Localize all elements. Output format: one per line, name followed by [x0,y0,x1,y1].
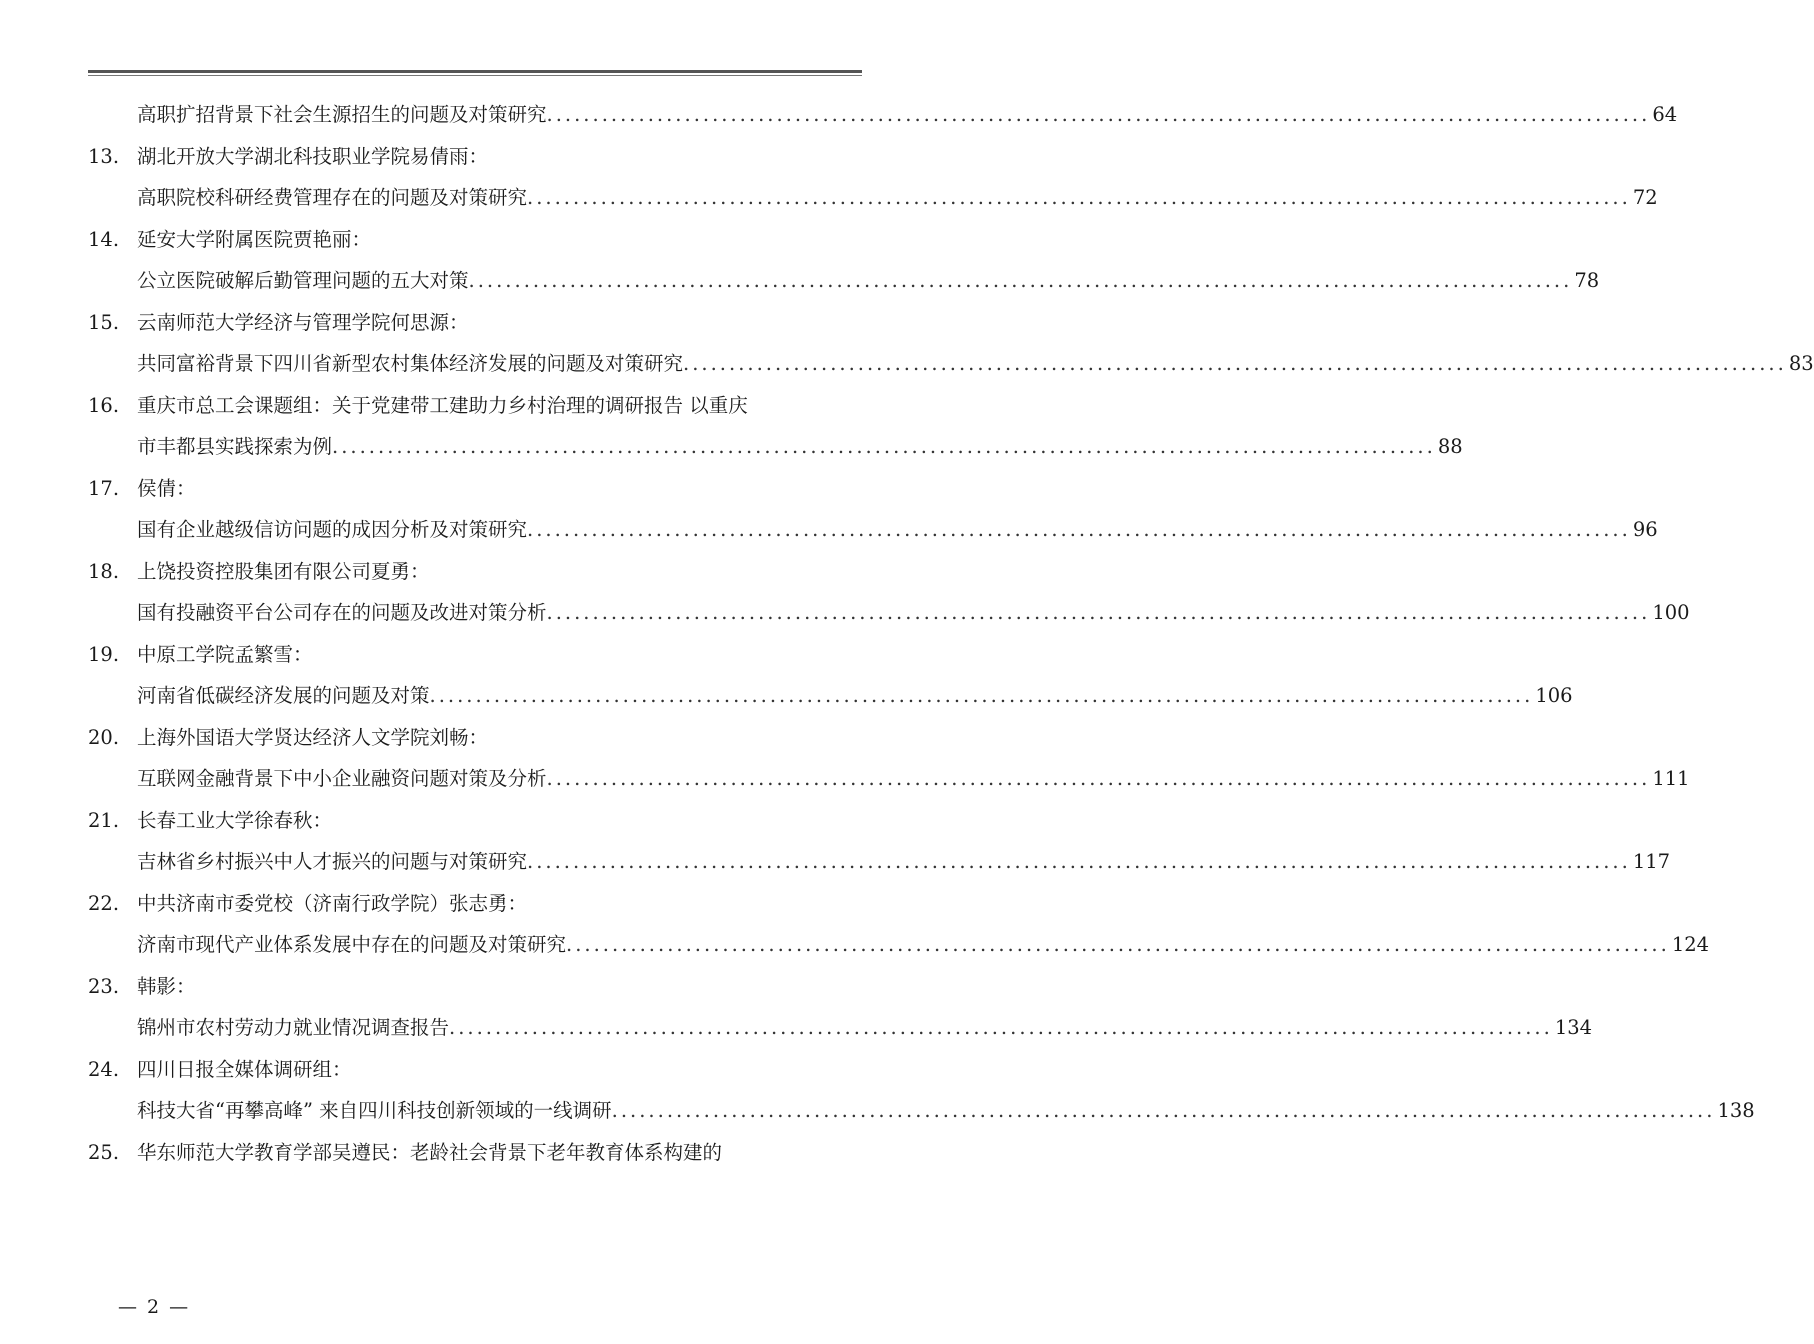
toc-author: 韩影： [137,974,196,998]
toc-author-line [88,551,860,593]
toc-entry [88,1090,1755,1132]
toc-entry [88,1007,1593,1049]
toc-page-number: 111 [1652,767,1690,790]
toc-page-number: 124 [1671,933,1710,956]
toc-entry-link[interactable] [137,177,1658,219]
dot-leader: ........................................................................................................................ [449,1016,1553,1039]
toc-author-line [88,634,860,676]
toc-entry-title: 高职院校科研经费管理存在的问题及对策研究 [137,186,528,209]
dot-leader: ........................................................................................................................ [468,269,1573,292]
header-rule-thin [88,75,862,76]
toc-entry-title: 共同富裕背景下四川省新型农村集体经济发展的问题及对策研究 [137,352,684,375]
toc-author: 侯倩： [137,476,196,500]
toc-entry [88,177,1658,219]
toc-item-number: 23. [88,974,120,998]
toc-entry-title: 国有投融资平台公司存在的问题及改进对策分析 [137,601,547,624]
toc-entry [88,592,1690,634]
toc-entry [88,426,1463,468]
toc-page-number: 134 [1554,1016,1593,1039]
toc-page-number: 138 [1717,1099,1755,1122]
toc-entry-title: 河南省低碳经济发展的问题及对策 [137,684,430,707]
toc-entry-link[interactable] [137,675,1573,717]
toc-author: 云南师范大学经济与管理学院何思源： [137,310,469,334]
toc-page-number: 88 [1437,435,1463,458]
toc-page-number: 64 [1652,103,1678,126]
toc-author-line [88,800,860,842]
dot-leader: ........................................................................................................................ [546,767,1651,790]
toc-author-line [88,1049,860,1091]
dot-leader: ........................................................................................................................ [332,435,1436,458]
toc-author-line [88,883,860,925]
toc-author: 华东师范大学教育学部吴遵民：老龄社会背景下老年教育体系构建的 [137,1140,723,1164]
toc-item-number: 22. [88,891,120,915]
toc-entry-title: 高职扩招背景下社会生源招生的问题及对策研究 [137,103,547,126]
toc-entry-link[interactable] [137,426,1463,468]
toc-entry-title: 市丰都县实践探索为例 [137,435,333,458]
toc-item-number: 20. [88,725,120,749]
toc-item-number: 18. [88,559,120,583]
toc-author: 上海外国语大学贤达经济人文学院刘畅： [137,725,489,749]
toc-item-number: 16. [88,393,120,417]
toc-author-line [88,302,860,344]
toc-entry-link[interactable] [137,94,1678,136]
dot-leader: ........................................................................................................................ [527,186,1631,209]
toc-author: 湖北开放大学湖北科技职业学院易倩雨： [137,144,489,168]
toc-item-number: 21. [88,808,120,832]
toc-author: 上饶投资控股集团有限公司夏勇： [137,559,430,583]
dot-leader: ........................................................................................................................ [566,933,1670,956]
toc-item-number: 15. [88,310,120,334]
toc-page-number: 78 [1574,269,1600,292]
toc-entry [88,675,1573,717]
dot-leader: ........................................................................................................................ [527,850,1631,873]
toc-author-line [88,385,860,427]
toc-entry-link[interactable] [137,758,1690,800]
toc-entry [88,343,1814,385]
dot-leader: ........................................................................................................................ [527,518,1631,541]
toc-page-number: 117 [1632,850,1671,873]
toc-entry [88,924,1710,966]
dot-leader: ........................................................................................................................ [611,1099,1716,1122]
toc-page-number: 83 [1788,352,1814,375]
toc-entry-title: 吉林省乡村振兴中人才振兴的问题与对策研究 [137,850,528,873]
toc-author: 延安大学附属医院贾艳丽： [137,227,372,251]
toc-entry [88,260,1600,302]
toc-entry [88,94,1678,136]
toc-entry-title: 互联网金融背景下中小企业融资问题对策及分析 [137,767,547,790]
toc-page-number: 72 [1632,186,1658,209]
toc-entry-link[interactable] [137,509,1658,551]
toc-entry [88,758,1690,800]
toc-entry-link[interactable] [137,924,1710,966]
dot-leader: ........................................................................................................................ [546,103,1651,126]
toc-author-line [88,966,860,1008]
toc-item-number: 19. [88,642,120,666]
dot-leader: ........................................................................................................................ [429,684,1534,707]
table-of-contents [88,94,1814,1173]
dot-leader: ........................................................................................................................ [546,601,1651,624]
toc-entry-link[interactable] [137,1090,1755,1132]
toc-author: 中原工学院孟繁雪： [137,642,313,666]
page-number: — 2 — [118,1296,191,1318]
toc-page-number: 100 [1652,601,1690,624]
toc-entry-link[interactable] [137,343,1814,385]
toc-item-number: 13. [88,144,120,168]
toc-author: 重庆市总工会课题组：关于党建带工建助力乡村治理的调研报告 以重庆 [137,393,748,417]
dot-leader: ........................................................................................................................ [683,352,1787,375]
toc-author: 中共济南市委党校（济南行政学院）张志勇： [137,891,528,915]
toc-page-number: 106 [1535,684,1573,707]
toc-item-number: 14. [88,227,120,251]
toc-author: 长春工业大学徐春秋： [137,808,333,832]
toc-author-line [88,468,860,510]
header-rule-thick [88,70,862,73]
toc-entry [88,509,1658,551]
toc-item-number: 17. [88,476,120,500]
toc-entry-title: 国有企业越级信访问题的成因分析及对策研究 [137,518,528,541]
toc-page-number: 96 [1632,518,1658,541]
toc-author-line [88,1132,860,1174]
toc-item-number: 24. [88,1057,120,1081]
toc-author-line [88,219,860,261]
toc-author-line [88,717,860,759]
toc-entry [88,841,1671,883]
toc-entry-title: 济南市现代产业体系发展中存在的问题及对策研究 [137,933,567,956]
toc-entry-title: 公立医院破解后勤管理问题的五大对策 [137,269,469,292]
toc-entry-link[interactable] [137,592,1690,634]
toc-author: 四川日报全媒体调研组： [137,1057,352,1081]
toc-entry-title: 科技大省“再攀高峰” 来自四川科技创新领域的一线调研 [137,1099,612,1122]
toc-item-number: 25. [88,1140,120,1164]
toc-entry-link[interactable] [137,260,1600,302]
toc-entry-link[interactable] [137,1007,1593,1049]
toc-entry-link[interactable] [137,841,1671,883]
toc-entry-title: 锦州市农村劳动力就业情况调查报告 [137,1016,450,1039]
toc-author-line [88,136,860,178]
